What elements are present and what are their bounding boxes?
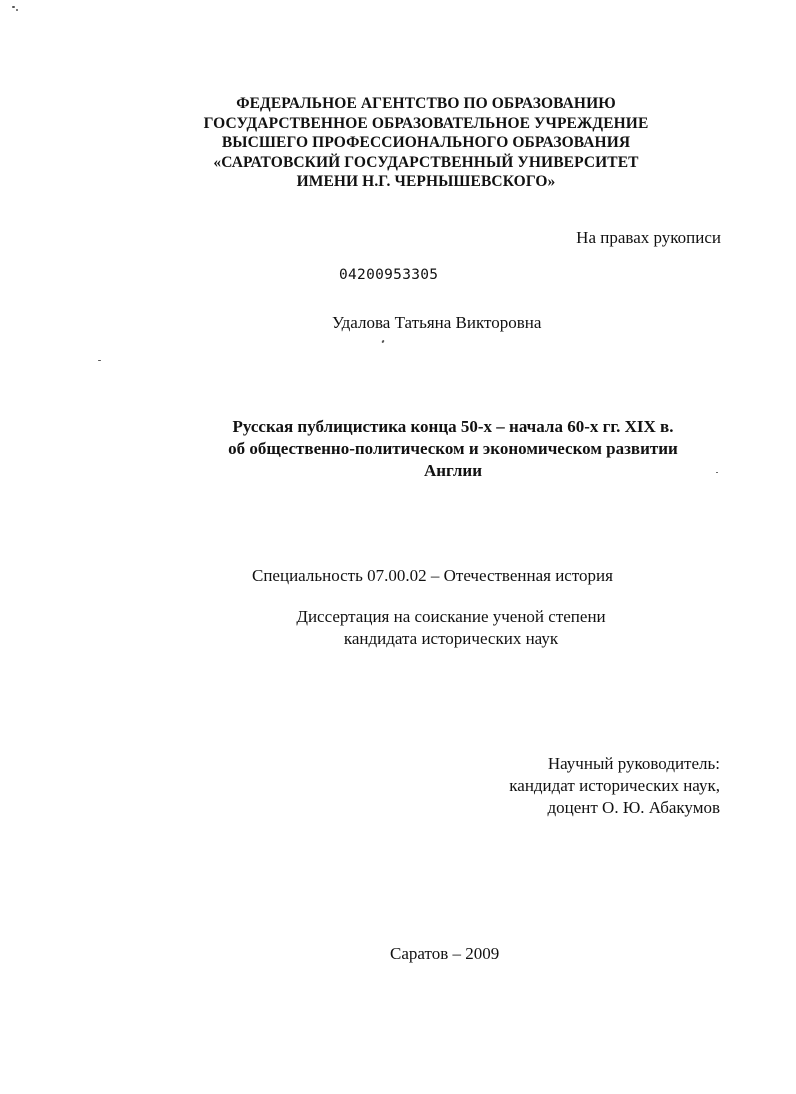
registration-number: 04200953305 (339, 267, 439, 283)
header-line: ФЕДЕРАЛЬНОЕ АГЕНТСТВО ПО ОБРАЗОВАНИЮ (236, 95, 616, 112)
author-name: Удалова Татьяна Викторовна (332, 313, 542, 332)
header-line: «САРАТОВСКИЙ ГОСУДАРСТВЕННЫЙ УНИВЕРСИТЕТ (213, 153, 639, 171)
supervisor-line: кандидат исторических наук, (509, 776, 720, 795)
scan-speck (98, 360, 101, 361)
degree-line: кандидата исторических наук (343, 629, 559, 648)
supervisor-line: доцент О. Ю. Абакумов (547, 798, 720, 817)
title-line: об общественно-политическом и экономическом развитии (228, 439, 678, 458)
institution-header (0, 94, 796, 192)
title-line: Англии (423, 461, 483, 480)
scan-speck (716, 472, 718, 473)
place-and-year: Саратов – 2009 (390, 944, 500, 963)
supervisor-block (509, 753, 720, 819)
header-line: ИМЕНИ Н.Г. ЧЕРНЫШЕВСКОГО» (296, 173, 556, 190)
degree-line: Диссертация на соискание ученой степени (296, 607, 606, 626)
dissertation-title (0, 416, 796, 482)
header-line: ГОСУДАРСТВЕННОЕ ОБРАЗОВАТЕЛЬНОЕ УЧРЕЖДЕНИЕ (203, 114, 649, 132)
title-line: Русская публицистика конца 50-х – начала 60-х гг. XIX в. (232, 417, 674, 436)
header-line: ВЫСШЕГО ПРОФЕССИОНАЛЬНОГО ОБРАЗОВАНИЯ (221, 134, 631, 151)
scan-speck (381, 340, 384, 344)
degree-statement (0, 606, 796, 650)
manuscript-note: На правах рукописи (576, 228, 721, 247)
specialty-line: Специальность 07.00.02 – Отечественная история (252, 566, 613, 585)
supervisor-line: Научный руководитель: (547, 754, 720, 773)
scan-speck (16, 9, 18, 11)
scan-speck (12, 6, 15, 8)
